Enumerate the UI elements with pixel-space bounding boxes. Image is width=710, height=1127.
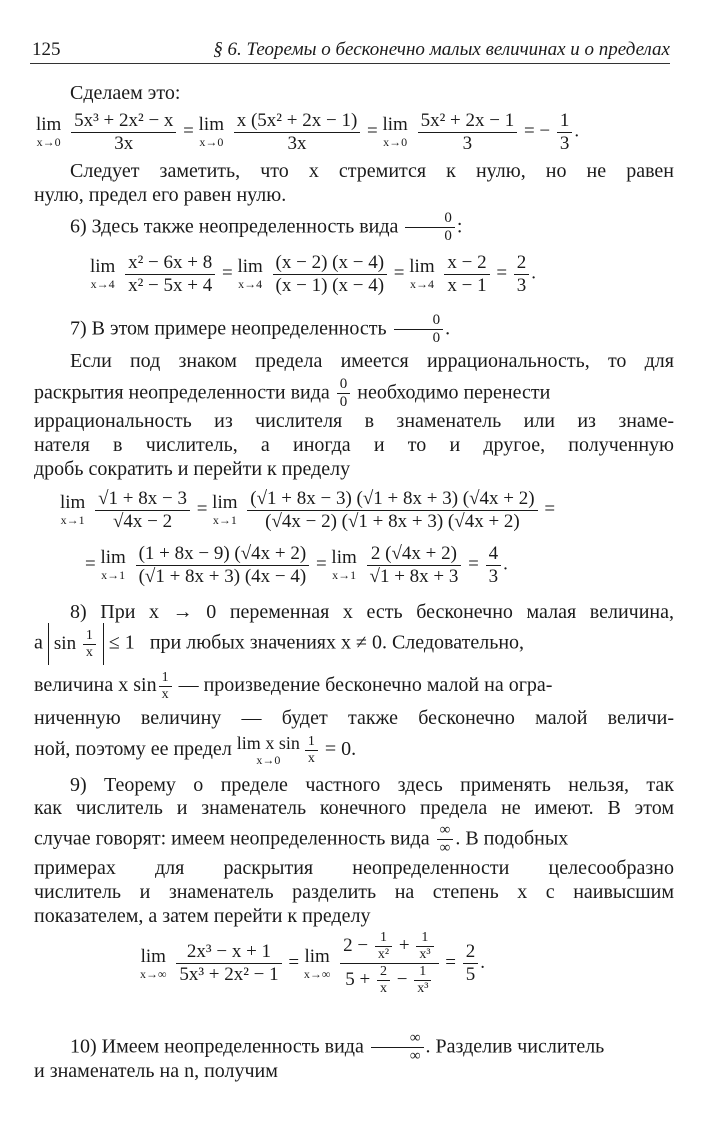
text-line: Следует заметить, что x стремится к нулю, но не равен <box>70 160 674 182</box>
text-line: величина x sin $\frac{1}{x}$ — произведение бесконечно малой на огра- <box>34 670 553 703</box>
equation-4: = lim x→1 $\frac{(1 + 8x - 9) (√4x + 2)}{(√1 + 8x + 3) (4x - 4)}$ = lim x→1 $\frac{2 (√4x + 2)}{√1 + 8x + 3}$ = $\frac{4}{3}$ . <box>85 543 508 587</box>
text-line: иррациональность из числителя в знаменатель или из знаме- <box>34 410 674 432</box>
text-line: 8) При x → 0 переменная x есть бесконечно малая величина, <box>70 601 674 623</box>
section-title: § 6. Теоремы о бесконечно малых величинах и о пределах <box>213 39 670 60</box>
text-line: ниченную величину — будет также бесконечно малой величи- <box>34 707 674 729</box>
equation-3: lim x→1 $\frac{√1 + 8x - 3}{√4x - 2}$ = lim x→1 $\frac{(√1 + 8x - 3) (√1 + 8x + 3) (√4x + 2)}{(√4x - 2) (√1 + 8x + 3) (√4x + 2)}$ = <box>60 488 556 532</box>
text-line: 6) Здесь также неопределенность вида $\frac{0}{0}$ : <box>70 210 463 245</box>
text-line: а sin $\frac{1}{x}$ ≤ 1 при любых значениях x ≠ 0. Следовательно, <box>34 623 674 665</box>
text-line: 9) Теорему о пределе частного здесь применять нельзя, так <box>70 774 674 796</box>
equation-5: lim x→∞ $\frac{\text{2x³ − x + 1}}{\text{5x³ + 2x² − 1}}$ = lim x→∞ 2 − $\frac{1}{\text{x²}}$ + $\frac{1}{\text{x³}}$ 5 + $\frac{2}{x}$ − $\frac{1}{\text{x³}}$ = $\frac{2}{5}$ . <box>140 930 485 997</box>
text-line: дробь сократить и перейти к пределу <box>34 458 351 480</box>
text-line: ной, поэтому ее предел lim x sin x→0 $\frac{1}{x}$ = 0. <box>34 733 357 767</box>
text-line: случае говорят: имеем неопределенность вида $\frac{\infty}{\infty}$ . В подобных <box>34 822 569 857</box>
text-line: примерах для раскрытия неопределенности целесообразно <box>34 857 674 879</box>
text-line: числитель и знаменатель разделить на степень x с наивысшим <box>34 881 674 903</box>
text-line: Если под знаком предела имеется иррациональность, то для <box>70 350 674 372</box>
text-line: 7) В этом примере неопределенность $\frac{0}{0}$ . <box>70 312 451 347</box>
page-number: 125 <box>32 39 61 60</box>
page-header <box>30 33 670 64</box>
text-line: и знаменатель на n, получим <box>34 1060 278 1082</box>
text-line: показателем, а затем перейти к пределу <box>34 905 371 927</box>
text-line: нателя в числитель, а иногда и то и другое, полученную <box>34 434 674 456</box>
text-line: раскрытия неопределенности вида $\frac{0}{0}$ необходимо перенести <box>34 376 551 411</box>
equation-1: lim x→0 $\frac{\text{5x³ + 2x² − x}}{3x}$ = lim x→0 $\frac{\text{x (5x² + 2x − 1)}}{3x}$ = lim x→0 $\frac{\text{5x² + 2x − 1}}{3}$ = − $\frac{1}{3}$ . <box>36 110 580 154</box>
equation-2: lim x→4 $\frac{\text{x² − 6x + 8}}{\text{x² − 5x + 4}}$ = lim x→4 $\frac{(x - 2) (x - 4)}{(x - 1) (x - 4)}$ = lim x→4 $\frac{x - 2}{x - 1}$ = $\frac{2}{3}$ . <box>90 252 537 296</box>
text-line: как числитель и знаменатель конечного предела не имеют. В этом <box>34 797 674 819</box>
text-line: Сделаем это: <box>70 82 181 104</box>
text-line: нулю, предел его равен нулю. <box>34 184 287 206</box>
text-line: 10) Имеем неопределенность вида $\frac{\infty}{\infty}$ . Разделив числитель <box>70 1030 605 1065</box>
